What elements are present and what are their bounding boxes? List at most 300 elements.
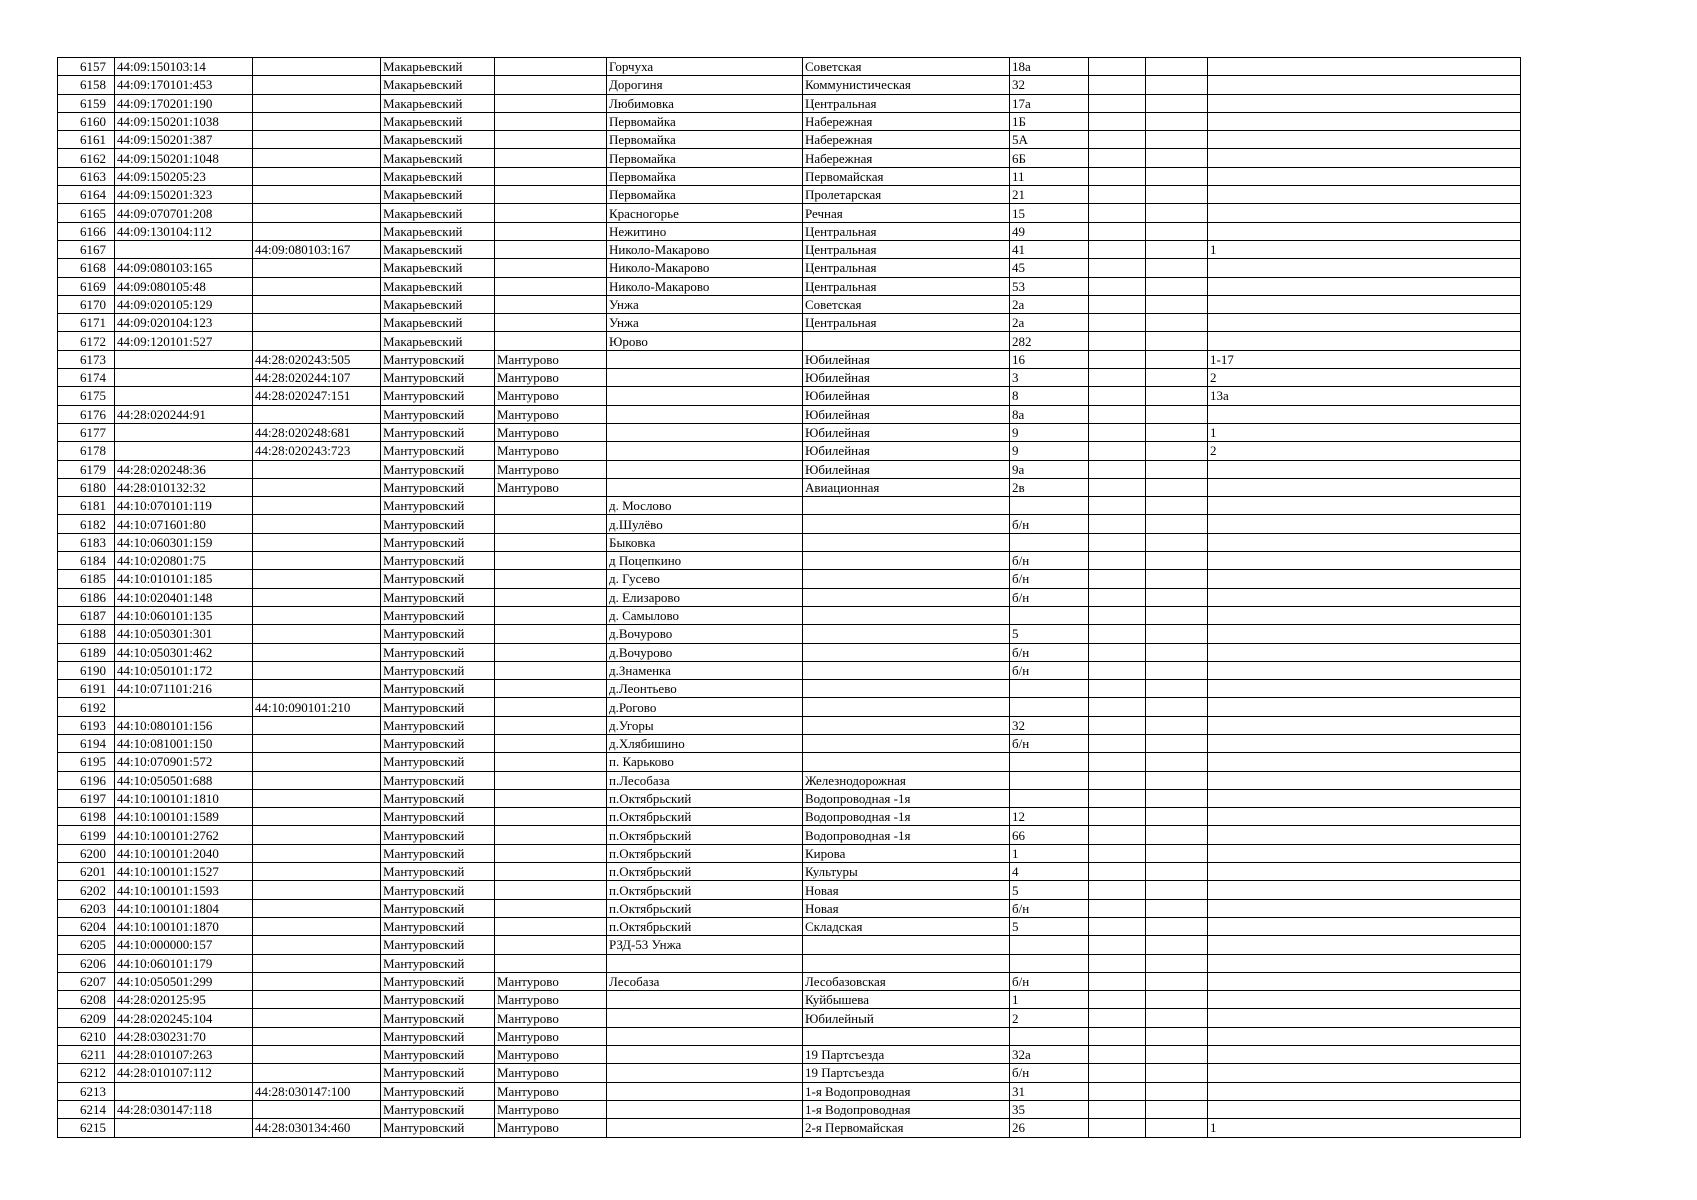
cell-extra-col-1 <box>1089 844 1146 862</box>
cell-cadastral-number-alt <box>253 1064 381 1082</box>
cell-settlement: д.Рогово <box>607 698 803 716</box>
table-row <box>58 369 1521 387</box>
cell-apartment <box>1208 1082 1521 1100</box>
cell-row-number: 6190 <box>58 661 115 679</box>
cell-cadastral-number: 44:28:030147:118 <box>115 1100 253 1118</box>
cell-extra-col-2 <box>1146 1009 1208 1027</box>
cell-district: Мантуровский <box>381 881 495 899</box>
cell-cadastral-number-alt <box>253 771 381 789</box>
cell-district: Макарьевский <box>381 277 495 295</box>
cell-district: Макарьевский <box>381 131 495 149</box>
cell-settlement: Горчуха <box>607 58 803 76</box>
cell-cadastral-number-alt <box>253 186 381 204</box>
table-row <box>58 991 1521 1009</box>
cell-cadastral-number-alt <box>253 954 381 972</box>
cell-street <box>803 606 1010 624</box>
cell-row-number: 6203 <box>58 899 115 917</box>
cell-street: Складская <box>803 917 1010 935</box>
cell-street <box>803 753 1010 771</box>
cell-cadastral-number: 44:09:080103:165 <box>115 259 253 277</box>
cell-house-number: 2а <box>1010 314 1089 332</box>
cell-house-number <box>1010 698 1089 716</box>
cell-settlement: д. Самылово <box>607 606 803 624</box>
cell-cadastral-number-alt: 44:28:020243:723 <box>253 442 381 460</box>
cell-row-number: 6197 <box>58 789 115 807</box>
cell-extra-col-1 <box>1089 460 1146 478</box>
cell-city <box>495 734 607 752</box>
cell-settlement: д. Гусево <box>607 570 803 588</box>
address-register-table <box>57 57 1521 1138</box>
cell-extra-col-1 <box>1089 625 1146 643</box>
table-row <box>58 1064 1521 1082</box>
cell-extra-col-2 <box>1146 1046 1208 1064</box>
cell-street <box>803 497 1010 515</box>
cell-extra-col-1 <box>1089 1119 1146 1137</box>
cell-street: Центральная <box>803 277 1010 295</box>
cell-house-number: 8а <box>1010 405 1089 423</box>
cell-apartment <box>1208 753 1521 771</box>
cell-street: Юбилейная <box>803 460 1010 478</box>
cell-street <box>803 734 1010 752</box>
cell-apartment <box>1208 186 1521 204</box>
cell-house-number: 32а <box>1010 1046 1089 1064</box>
cell-extra-col-2 <box>1146 808 1208 826</box>
cell-district: Мантуровский <box>381 643 495 661</box>
cell-cadastral-number-alt <box>253 844 381 862</box>
cell-city <box>495 881 607 899</box>
cell-extra-col-2 <box>1146 1119 1208 1137</box>
cell-settlement <box>607 423 803 441</box>
cell-cadastral-number: 44:10:081001:150 <box>115 734 253 752</box>
cell-settlement: Юрово <box>607 332 803 350</box>
cell-city <box>495 753 607 771</box>
cell-extra-col-2 <box>1146 625 1208 643</box>
cell-cadastral-number: 44:10:100101:1810 <box>115 789 253 807</box>
cell-apartment <box>1208 533 1521 551</box>
cell-settlement: Любимовка <box>607 94 803 112</box>
cell-row-number: 6204 <box>58 917 115 935</box>
cell-street <box>803 680 1010 698</box>
cell-cadastral-number: 44:09:020104:123 <box>115 314 253 332</box>
table-row <box>58 277 1521 295</box>
cell-apartment <box>1208 515 1521 533</box>
cell-apartment <box>1208 716 1521 734</box>
cell-house-number: б/н <box>1010 570 1089 588</box>
cell-house-number: 53 <box>1010 277 1089 295</box>
cell-cadastral-number-alt <box>253 936 381 954</box>
cell-apartment <box>1208 917 1521 935</box>
cell-cadastral-number: 44:10:000000:157 <box>115 936 253 954</box>
cell-city: Мантурово <box>495 1009 607 1027</box>
cell-house-number: 282 <box>1010 332 1089 350</box>
cell-district: Мантуровский <box>381 1027 495 1045</box>
cell-row-number: 6180 <box>58 478 115 496</box>
cell-settlement: Первомайка <box>607 167 803 185</box>
cell-extra-col-2 <box>1146 387 1208 405</box>
cell-cadastral-number: 44:10:050501:299 <box>115 972 253 990</box>
cell-extra-col-1 <box>1089 991 1146 1009</box>
cell-city <box>495 588 607 606</box>
cell-cadastral-number: 44:09:150201:1048 <box>115 149 253 167</box>
cell-extra-col-1 <box>1089 204 1146 222</box>
cell-city <box>495 698 607 716</box>
cell-apartment: 1 <box>1208 240 1521 258</box>
cell-district: Мантуровский <box>381 442 495 460</box>
table-row <box>58 606 1521 624</box>
cell-extra-col-1 <box>1089 716 1146 734</box>
cell-extra-col-1 <box>1089 423 1146 441</box>
cell-row-number: 6214 <box>58 1100 115 1118</box>
cell-apartment: 1-17 <box>1208 350 1521 368</box>
cell-city <box>495 515 607 533</box>
cell-cadastral-number-alt <box>253 972 381 990</box>
cell-apartment <box>1208 863 1521 881</box>
cell-street: Новая <box>803 881 1010 899</box>
table-row <box>58 149 1521 167</box>
cell-extra-col-2 <box>1146 131 1208 149</box>
cell-city: Мантурово <box>495 972 607 990</box>
cell-cadastral-number <box>115 1119 253 1137</box>
cell-extra-col-1 <box>1089 1064 1146 1082</box>
cell-district: Макарьевский <box>381 259 495 277</box>
cell-apartment <box>1208 1027 1521 1045</box>
cell-row-number: 6161 <box>58 131 115 149</box>
cell-cadastral-number: 44:10:100101:1527 <box>115 863 253 881</box>
cell-extra-col-1 <box>1089 771 1146 789</box>
cell-street <box>803 716 1010 734</box>
cell-cadastral-number: 44:10:020801:75 <box>115 552 253 570</box>
cell-row-number: 6174 <box>58 369 115 387</box>
cell-cadastral-number-alt <box>253 552 381 570</box>
cell-apartment <box>1208 222 1521 240</box>
table-row <box>58 588 1521 606</box>
cell-extra-col-2 <box>1146 991 1208 1009</box>
cell-extra-col-1 <box>1089 149 1146 167</box>
cell-city <box>495 899 607 917</box>
cell-house-number: 21 <box>1010 186 1089 204</box>
table-row <box>58 753 1521 771</box>
cell-street: 1-я Водопроводная <box>803 1082 1010 1100</box>
cell-settlement: д.Знаменка <box>607 661 803 679</box>
cell-apartment <box>1208 625 1521 643</box>
cell-cadastral-number-alt <box>253 826 381 844</box>
cell-extra-col-2 <box>1146 844 1208 862</box>
cell-district: Макарьевский <box>381 112 495 130</box>
cell-house-number: 18а <box>1010 58 1089 76</box>
cell-extra-col-1 <box>1089 497 1146 515</box>
cell-street: Железнодорожная <box>803 771 1010 789</box>
cell-extra-col-1 <box>1089 405 1146 423</box>
cell-extra-col-1 <box>1089 734 1146 752</box>
table-row <box>58 972 1521 990</box>
cell-cadastral-number <box>115 240 253 258</box>
cell-district: Мантуровский <box>381 789 495 807</box>
cell-extra-col-1 <box>1089 753 1146 771</box>
cell-cadastral-number-alt <box>253 460 381 478</box>
cell-district: Макарьевский <box>381 240 495 258</box>
table-row <box>58 954 1521 972</box>
cell-street <box>803 588 1010 606</box>
cell-city <box>495 149 607 167</box>
cell-street: Центральная <box>803 314 1010 332</box>
cell-settlement <box>607 460 803 478</box>
table-row <box>58 94 1521 112</box>
cell-house-number: 8 <box>1010 387 1089 405</box>
cell-extra-col-1 <box>1089 350 1146 368</box>
cell-cadastral-number: 44:10:080101:156 <box>115 716 253 734</box>
cell-settlement <box>607 991 803 1009</box>
cell-city <box>495 58 607 76</box>
table-row <box>58 1082 1521 1100</box>
cell-street: Советская <box>803 295 1010 313</box>
cell-extra-col-2 <box>1146 917 1208 935</box>
cell-settlement: Первомайка <box>607 131 803 149</box>
cell-settlement: п.Октябрьский <box>607 899 803 917</box>
cell-extra-col-1 <box>1089 240 1146 258</box>
cell-district: Макарьевский <box>381 149 495 167</box>
cell-extra-col-1 <box>1089 259 1146 277</box>
cell-city <box>495 680 607 698</box>
cell-district: Мантуровский <box>381 1064 495 1082</box>
cell-extra-col-2 <box>1146 789 1208 807</box>
cell-apartment: 2 <box>1208 369 1521 387</box>
table-row <box>58 1027 1521 1045</box>
cell-extra-col-2 <box>1146 1027 1208 1045</box>
cell-extra-col-1 <box>1089 606 1146 624</box>
cell-cadastral-number-alt <box>253 625 381 643</box>
cell-district: Макарьевский <box>381 186 495 204</box>
cell-extra-col-1 <box>1089 789 1146 807</box>
cell-settlement: Николо-Макарово <box>607 277 803 295</box>
table-row <box>58 442 1521 460</box>
cell-apartment <box>1208 58 1521 76</box>
cell-city <box>495 771 607 789</box>
cell-city <box>495 808 607 826</box>
cell-city <box>495 863 607 881</box>
cell-row-number: 6207 <box>58 972 115 990</box>
cell-house-number: 9а <box>1010 460 1089 478</box>
table-row <box>58 515 1521 533</box>
table-row <box>58 917 1521 935</box>
cell-cadastral-number-alt <box>253 643 381 661</box>
cell-cadastral-number: 44:10:060301:159 <box>115 533 253 551</box>
cell-district: Макарьевский <box>381 94 495 112</box>
cell-city: Мантурово <box>495 478 607 496</box>
cell-cadastral-number-alt <box>253 259 381 277</box>
cell-cadastral-number: 44:28:020125:95 <box>115 991 253 1009</box>
table-row <box>58 460 1521 478</box>
cell-district: Мантуровский <box>381 625 495 643</box>
cell-extra-col-1 <box>1089 881 1146 899</box>
cell-row-number: 6163 <box>58 167 115 185</box>
cell-house-number: 2в <box>1010 478 1089 496</box>
cell-settlement: д. Мослово <box>607 497 803 515</box>
cell-settlement: д. Елизарово <box>607 588 803 606</box>
cell-cadastral-number-alt <box>253 478 381 496</box>
table-row <box>58 899 1521 917</box>
cell-district: Мантуровский <box>381 588 495 606</box>
cell-district: Мантуровский <box>381 826 495 844</box>
cell-house-number <box>1010 753 1089 771</box>
cell-street <box>803 552 1010 570</box>
cell-settlement <box>607 442 803 460</box>
cell-district: Мантуровский <box>381 899 495 917</box>
table-row <box>58 387 1521 405</box>
cell-street <box>803 533 1010 551</box>
cell-street: Первомайская <box>803 167 1010 185</box>
cell-street: Коммунистическая <box>803 76 1010 94</box>
cell-city <box>495 844 607 862</box>
cell-apartment <box>1208 204 1521 222</box>
cell-extra-col-1 <box>1089 478 1146 496</box>
cell-city <box>495 94 607 112</box>
cell-settlement: д.Хлябишино <box>607 734 803 752</box>
table-row <box>58 826 1521 844</box>
cell-row-number: 6189 <box>58 643 115 661</box>
cell-extra-col-2 <box>1146 186 1208 204</box>
cell-house-number <box>1010 1027 1089 1045</box>
cell-cadastral-number-alt <box>253 204 381 222</box>
cell-cadastral-number: 44:10:100101:2040 <box>115 844 253 862</box>
cell-extra-col-2 <box>1146 332 1208 350</box>
cell-house-number: 2 <box>1010 1009 1089 1027</box>
cell-city: Мантурово <box>495 1027 607 1045</box>
cell-settlement: Дорогиня <box>607 76 803 94</box>
cell-extra-col-2 <box>1146 1100 1208 1118</box>
cell-apartment: 2 <box>1208 442 1521 460</box>
table-row <box>58 204 1521 222</box>
cell-cadastral-number-alt <box>253 149 381 167</box>
cell-extra-col-2 <box>1146 442 1208 460</box>
cell-cadastral-number: 44:10:010101:185 <box>115 570 253 588</box>
cell-settlement <box>607 369 803 387</box>
cell-row-number: 6210 <box>58 1027 115 1045</box>
cell-apartment <box>1208 881 1521 899</box>
cell-cadastral-number-alt <box>253 295 381 313</box>
cell-extra-col-2 <box>1146 405 1208 423</box>
cell-apartment <box>1208 643 1521 661</box>
cell-cadastral-number-alt: 44:28:020247:151 <box>253 387 381 405</box>
cell-city <box>495 76 607 94</box>
cell-city <box>495 204 607 222</box>
cell-cadastral-number: 44:10:071101:216 <box>115 680 253 698</box>
cell-district: Мантуровский <box>381 698 495 716</box>
cell-city <box>495 606 607 624</box>
cell-house-number: 31 <box>1010 1082 1089 1100</box>
cell-settlement <box>607 1100 803 1118</box>
cell-settlement: РЗД-53 Унжа <box>607 936 803 954</box>
cell-street <box>803 625 1010 643</box>
cell-house-number <box>1010 533 1089 551</box>
table-row <box>58 1046 1521 1064</box>
cell-cadastral-number: 44:09:120101:527 <box>115 332 253 350</box>
cell-cadastral-number: 44:09:150201:323 <box>115 186 253 204</box>
cell-city: Мантурово <box>495 1119 607 1137</box>
cell-settlement <box>607 1119 803 1137</box>
cell-extra-col-1 <box>1089 826 1146 844</box>
table-row <box>58 478 1521 496</box>
cell-extra-col-1 <box>1089 899 1146 917</box>
cell-city <box>495 497 607 515</box>
cell-extra-col-2 <box>1146 881 1208 899</box>
cell-cadastral-number: 44:10:100101:1804 <box>115 899 253 917</box>
cell-house-number: 9 <box>1010 423 1089 441</box>
cell-district: Мантуровский <box>381 716 495 734</box>
cell-settlement <box>607 405 803 423</box>
cell-row-number: 6179 <box>58 460 115 478</box>
table-row <box>58 789 1521 807</box>
cell-cadastral-number-alt: 44:10:090101:210 <box>253 698 381 716</box>
cell-street: Юбилейная <box>803 442 1010 460</box>
table-row <box>58 936 1521 954</box>
cell-cadastral-number: 44:10:050301:462 <box>115 643 253 661</box>
cell-extra-col-2 <box>1146 350 1208 368</box>
cell-cadastral-number: 44:10:070901:572 <box>115 753 253 771</box>
cell-settlement: Быковка <box>607 533 803 551</box>
cell-house-number: 11 <box>1010 167 1089 185</box>
cell-row-number: 6196 <box>58 771 115 789</box>
cell-house-number: 4 <box>1010 863 1089 881</box>
cell-city <box>495 625 607 643</box>
table-row <box>58 259 1521 277</box>
table-row <box>58 1100 1521 1118</box>
cell-apartment <box>1208 1064 1521 1082</box>
cell-row-number: 6158 <box>58 76 115 94</box>
cell-apartment <box>1208 94 1521 112</box>
cell-apartment <box>1208 314 1521 332</box>
cell-extra-col-1 <box>1089 533 1146 551</box>
cell-house-number: 1Б <box>1010 112 1089 130</box>
cell-extra-col-1 <box>1089 917 1146 935</box>
cell-apartment <box>1208 789 1521 807</box>
cell-street <box>803 1027 1010 1045</box>
cell-house-number: 5А <box>1010 131 1089 149</box>
cell-row-number: 6159 <box>58 94 115 112</box>
cell-cadastral-number: 44:10:100101:2762 <box>115 826 253 844</box>
cell-apartment <box>1208 844 1521 862</box>
cell-apartment <box>1208 131 1521 149</box>
cell-district: Мантуровский <box>381 515 495 533</box>
cell-house-number: б/н <box>1010 588 1089 606</box>
cell-extra-col-2 <box>1146 1082 1208 1100</box>
cell-settlement <box>607 1082 803 1100</box>
cell-city <box>495 222 607 240</box>
cell-district: Мантуровский <box>381 570 495 588</box>
cell-district: Мантуровский <box>381 369 495 387</box>
table-row <box>58 58 1521 76</box>
cell-row-number: 6188 <box>58 625 115 643</box>
cell-city <box>495 570 607 588</box>
cell-district: Мантуровский <box>381 954 495 972</box>
cell-extra-col-2 <box>1146 753 1208 771</box>
cell-row-number: 6165 <box>58 204 115 222</box>
cell-row-number: 6209 <box>58 1009 115 1027</box>
cell-apartment <box>1208 972 1521 990</box>
table-row <box>58 734 1521 752</box>
cell-extra-col-1 <box>1089 1046 1146 1064</box>
cell-district: Макарьевский <box>381 222 495 240</box>
table-row <box>58 1009 1521 1027</box>
table-row <box>58 716 1521 734</box>
cell-street: Культуры <box>803 863 1010 881</box>
cell-house-number: б/н <box>1010 552 1089 570</box>
cell-extra-col-1 <box>1089 186 1146 204</box>
cell-district: Мантуровский <box>381 552 495 570</box>
cell-house-number <box>1010 954 1089 972</box>
cell-row-number: 6172 <box>58 332 115 350</box>
cell-cadastral-number: 44:10:060101:179 <box>115 954 253 972</box>
cell-cadastral-number <box>115 350 253 368</box>
